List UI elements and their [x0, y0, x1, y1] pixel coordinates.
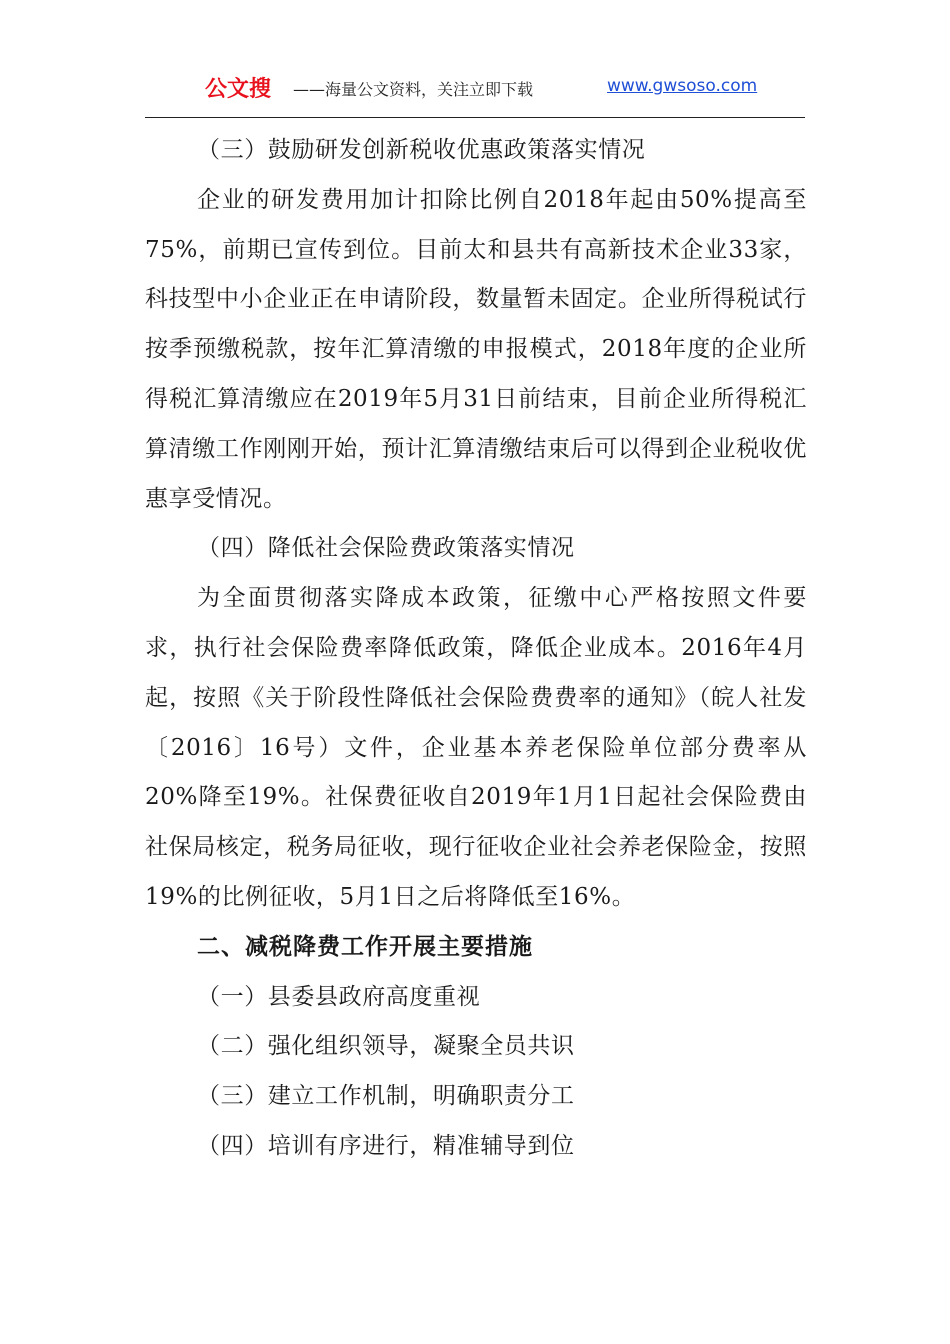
paragraph-social-insurance: 为全面贯彻落实降成本政策，征缴中心严格按照文件要求，执行社会保险费率降低政策，降低企业成本。2016年4月起，按照《关于阶段性降低社会保险费费率的通知》（皖人社发〔2016〕16号）文件，企业基本养老保险单位部分费率从20%降至19%。社保费征收自2019年1月1日起社会保险费由社保局核定，税务局征收，现行征收企业社会养老保险金，按照19%的比例征收，5月1日之后将降低至16%。: [145, 585, 807, 910]
paragraph-rd-tax-incentives: 企业的研发费用加计扣除比例自2018年起由50%提高至75%，前期已宣传到位。目前太和县共有高新技术企业33家，科技型中小企业正在申请阶段，数量暂未固定。企业所得税试行按季预缴税款，按年汇算清缴的申报模式，2018年度的企业所得税汇算清缴应在2019年5月31日前结束，目前企业所得税汇算清缴工作刚刚开始，预计汇算清缴结束后可以得到企业税收优惠享受情况。: [145, 186, 807, 512]
subheading-measure-3: （三）建立工作机制，明确职责分工: [197, 1083, 575, 1110]
subheading-measure-1: （一）县委县政府高度重视: [197, 983, 481, 1010]
header-divider: [145, 117, 805, 118]
document-body: [145, 126, 807, 1172]
site-link[interactable]: www.gwsoso.com: [607, 76, 758, 96]
page-header: [145, 68, 805, 106]
header-tagline: ——海量公文资料，关注立即下载: [293, 80, 534, 99]
subheading-social-insurance: （四）降低社会保险费政策落实情况: [197, 535, 575, 562]
subheading-measure-4: （四）培训有序进行，精准辅导到位: [197, 1132, 575, 1159]
section-heading-measures: 二、减税降费工作开展主要措施: [197, 933, 533, 960]
brand-logo-text: 公文搜: [205, 77, 272, 102]
subheading-rd-tax-incentives: （三）鼓励研发创新税收优惠政策落实情况: [197, 137, 646, 163]
subheading-measure-2: （二）强化组织领导，凝聚全员共识: [197, 1033, 575, 1060]
